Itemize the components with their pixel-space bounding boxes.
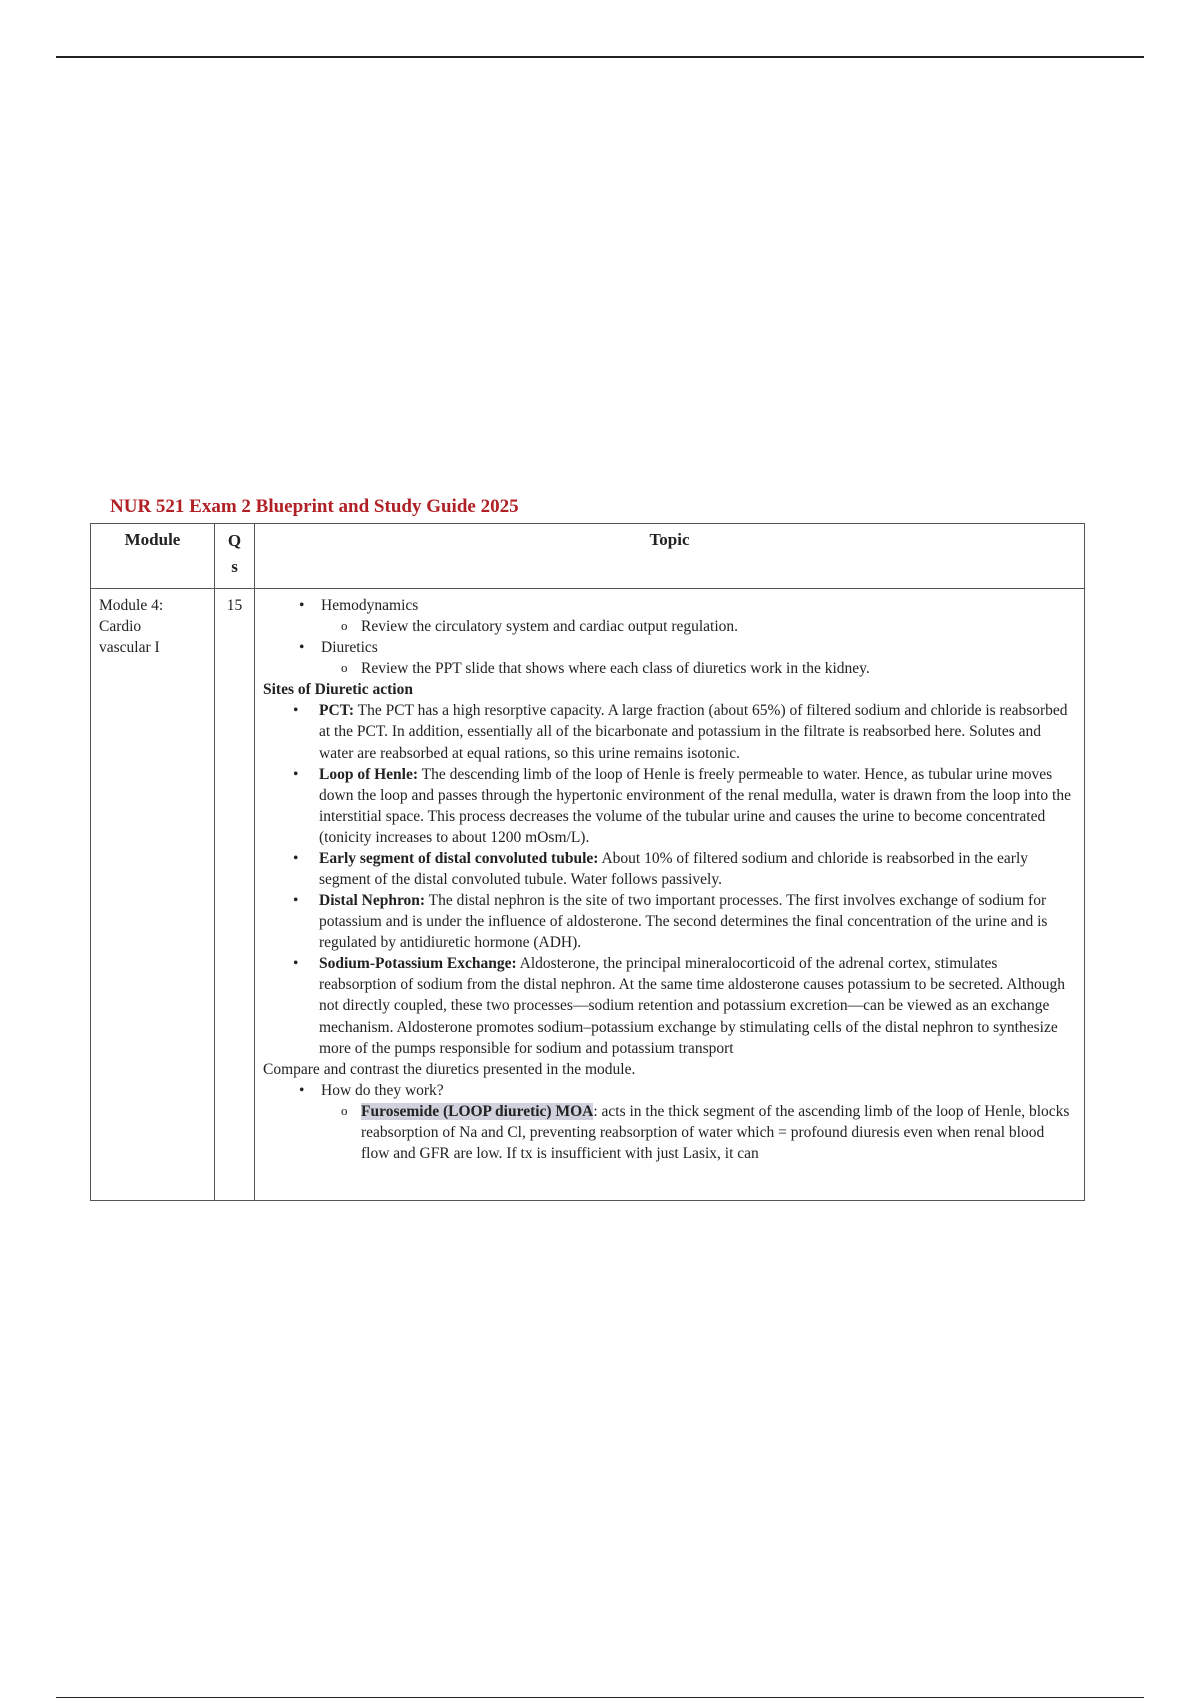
list-item <box>263 700 1074 763</box>
table-row <box>91 589 1085 1201</box>
module-cell <box>91 589 215 1201</box>
list-item <box>263 1101 1074 1164</box>
list-item <box>263 764 1074 848</box>
list-item <box>263 953 1074 1058</box>
term-text: The PCT has a high resorptive capacity. A large fraction (about 65%) of filtered sodium and chloride is reabsorbed at the PCT. In addition, essentially all of the bicarbonate and potassium in the filtrate is reabsorbed here. Solutes and water are reabsorbed at equal rations, so this urine remains isotonic. <box>319 702 1068 762</box>
list-item: o Review the PPT slide that shows where each class of diuretics work in the kidney. <box>263 658 1074 679</box>
qs-cell: 15 <box>215 589 255 1201</box>
list-item: • Diuretics <box>263 637 1074 658</box>
module-line: vascular I <box>99 639 160 657</box>
table-header-row <box>91 524 1085 589</box>
document-title: NUR 521 Exam 2 Blueprint and Study Guide 2025 <box>110 496 519 517</box>
module-line: Cardio <box>99 618 142 636</box>
term-text: The distal nephron is the site of two important processes. The first involves exchange of sodium for potassium and is under the influence of aldosterone. The second determines the final concentration of the urine and is regulated by antidiuretic hormone (ADH). <box>319 892 1048 952</box>
footer-rule <box>56 1697 1144 1698</box>
term-label: Loop of Henle: <box>319 765 419 783</box>
term-text: Aldosterone, the principal mineralocorticoid of the adrenal cortex, stimulates reabsorption of sodium from the distal nephron. At the same time aldosterone causes potassium to be secreted. Although not directly coupled, these two processes—sodium retention and potassium excretion—can be viewed as an exchange mechanism. Aldosterone promotes sodium–potassium exchange by stimulating cells of the distal nephron to synthesize more of the pumps responsible for sodium and potassium transport <box>319 955 1065 1057</box>
list-item <box>263 848 1074 890</box>
list-item: • How do they work? <box>263 1080 1074 1101</box>
term-label: Early segment of distal convoluted tubule: <box>319 849 599 867</box>
header-rule <box>56 56 1144 58</box>
list-item <box>263 890 1074 953</box>
term-text: About 10% of filtered sodium and chloride is reabsorbed in the early segment of the distal convoluted tubule. Water follows passively. <box>319 849 1029 889</box>
list-item: • Hemodynamics <box>263 595 1074 616</box>
term-text: : acts in the thick segment of the ascending limb of the loop of Henle, blocks reabsorption of Na and Cl, preventing reabsorption of water which = profound diuresis even when renal blood flow and GFR are low. If tx is insufficient with just Lasix, it can <box>361 1102 1070 1163</box>
section-heading: Sites of Diuretic action <box>263 681 413 699</box>
header-module: Module <box>91 524 215 589</box>
blueprint-table <box>90 523 1085 1201</box>
term-text: The descending limb of the loop of Henle is freely permeable to water. Hence, as tubular urine moves down the loop and passes through the hypertonic environment of the renal medulla, water is drawn from the loop into the interstitial space. This process decreases the volume of the tubular urine and causes the urine to become concentrated (tonicity increases to about 1200 mOsm/L). <box>319 765 1071 846</box>
paragraph: Compare and contrast the diuretics presented in the module. <box>263 1060 636 1078</box>
term-label: Sodium-Potassium Exchange: <box>319 955 517 973</box>
list-item: o Review the circulatory system and cardiac output regulation. <box>263 616 1074 637</box>
term-label: PCT: <box>319 702 355 720</box>
topic-cell <box>255 589 1085 1201</box>
module-line: Module 4: <box>99 597 164 614</box>
header-qs: Q s <box>215 524 255 589</box>
header-topic: Topic <box>255 524 1085 589</box>
term-label: Distal Nephron: <box>319 892 426 910</box>
highlighted-term: Furosemide (LOOP diuretic) MOA <box>361 1102 594 1120</box>
